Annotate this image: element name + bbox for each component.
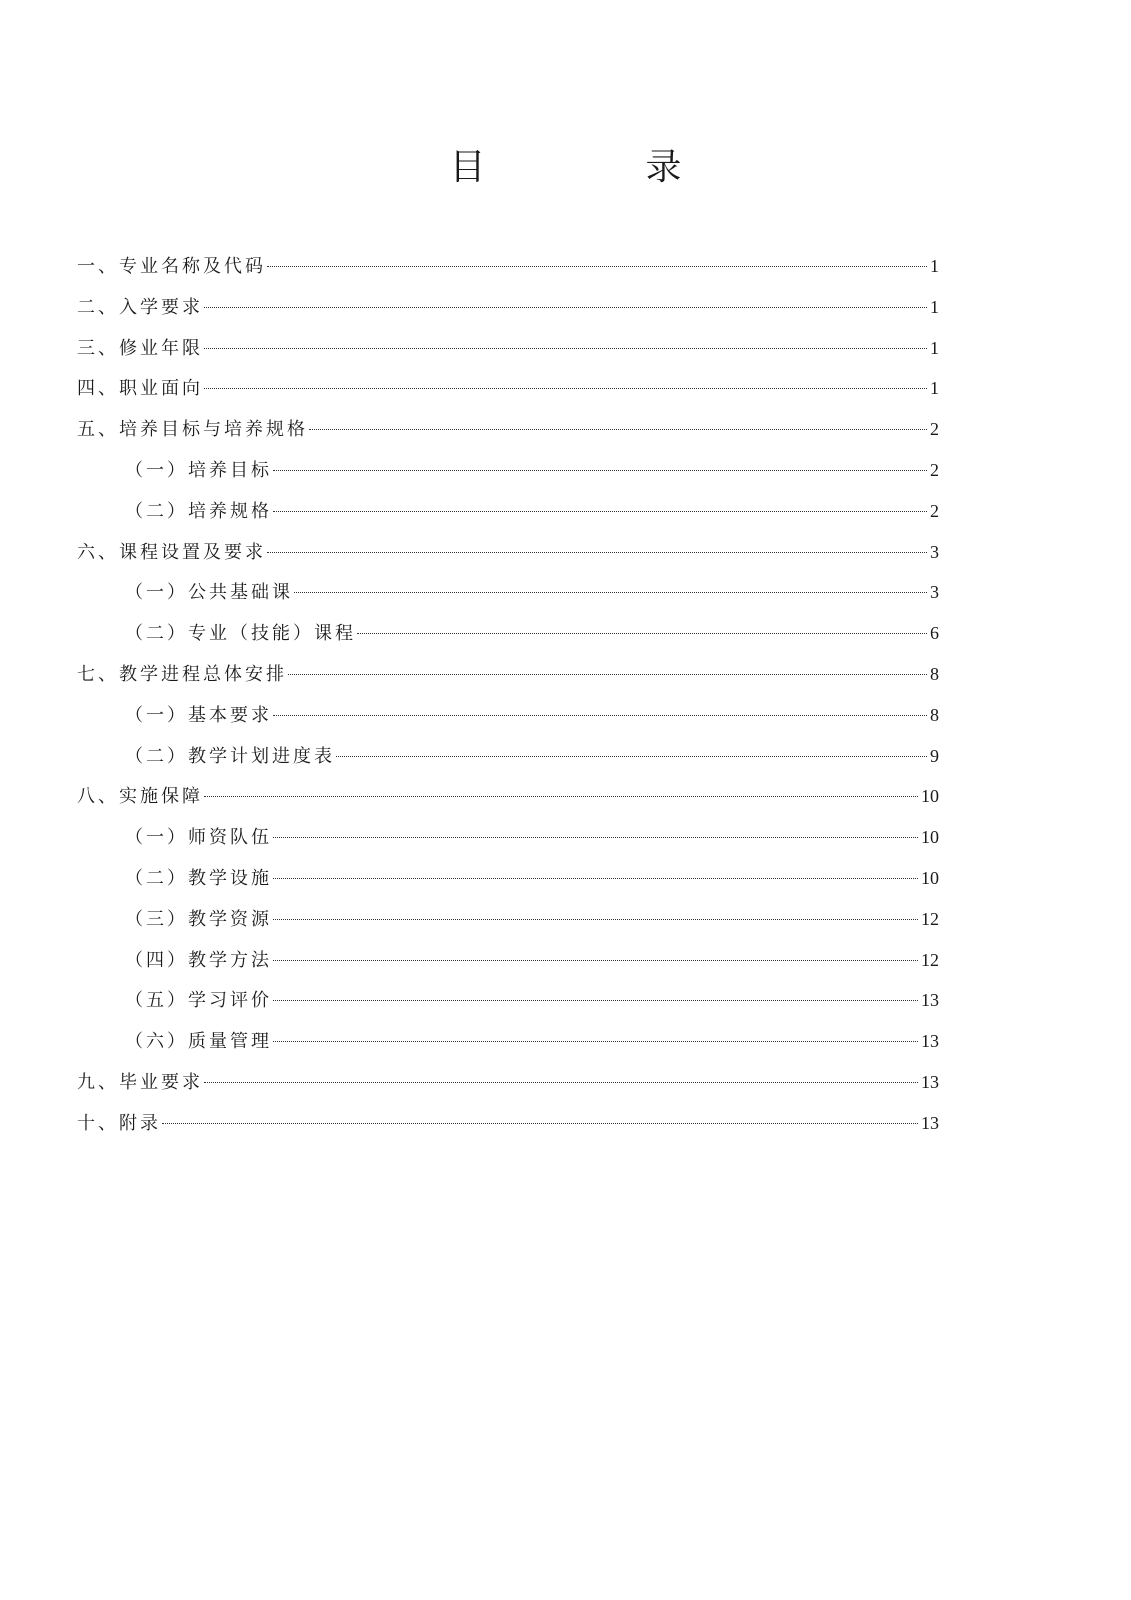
toc-subentry[interactable]: [77, 455, 939, 496]
dot-leader: [273, 470, 927, 471]
toc-entry-page: 8: [930, 663, 939, 684]
toc-entry-label: （五）学习评价: [125, 990, 272, 1012]
toc-entry-label: （二）教学计划进度表: [125, 745, 335, 767]
toc-entry[interactable]: [77, 292, 939, 333]
toc-entry-label: 四、职业面向: [77, 378, 203, 400]
toc-entry[interactable]: [77, 414, 939, 455]
toc-entry-page: 13: [921, 1071, 939, 1092]
toc-entry-page: 1: [930, 256, 939, 276]
dot-leader: [309, 429, 927, 430]
toc-entry-page: 10: [921, 786, 939, 807]
toc-entry-label: （一）师资队伍: [125, 827, 272, 849]
dot-leader: [273, 1041, 918, 1042]
toc-entry-page: 9: [930, 745, 939, 766]
toc-entry[interactable]: [77, 373, 939, 414]
toc-subentry[interactable]: [77, 1026, 939, 1067]
dot-leader: [204, 307, 927, 308]
toc-entry-page: 3: [930, 582, 939, 603]
toc-entry-label: （一）公共基础课: [125, 582, 293, 604]
dot-leader: [267, 552, 927, 553]
toc-subentry[interactable]: [77, 945, 939, 986]
dot-leader: [204, 388, 927, 389]
dot-leader: [357, 633, 927, 634]
toc-entry-page: 1: [930, 337, 939, 358]
toc-entry-label: 二、入学要求: [77, 296, 203, 318]
dot-leader: [204, 1082, 918, 1083]
toc-entry-page: 1: [930, 378, 939, 399]
toc-entry-label: （三）教学资源: [125, 908, 272, 930]
toc-entry-label: 一、专业名称及代码: [77, 256, 266, 277]
toc-entry-page: 10: [921, 827, 939, 848]
dot-leader: [267, 266, 927, 267]
toc-entry-page: 2: [930, 500, 939, 521]
toc-entry-label: （一）基本要求: [125, 704, 272, 726]
toc-entry-label: 六、课程设置及要求: [77, 541, 266, 563]
dot-leader: [204, 796, 918, 797]
toc-entry[interactable]: [77, 659, 939, 700]
toc-entry-page: 12: [921, 949, 939, 970]
toc-subentry[interactable]: [77, 822, 939, 863]
toc-entry-label: （二）专业（技能）课程: [125, 623, 356, 645]
dot-leader: [204, 348, 927, 349]
toc-entry[interactable]: [77, 1067, 939, 1108]
dot-leader: [288, 674, 927, 675]
toc-entry[interactable]: [77, 537, 939, 578]
toc-subentry[interactable]: [77, 904, 939, 945]
toc-subentry[interactable]: [77, 985, 939, 1026]
dot-leader: [273, 1000, 918, 1001]
toc-entry-page: 12: [921, 908, 939, 929]
toc-entry-page: 13: [921, 1031, 939, 1052]
toc-subentry[interactable]: [77, 496, 939, 537]
toc-entry[interactable]: [77, 1108, 939, 1149]
dot-leader: [273, 837, 918, 838]
dot-leader: [273, 919, 918, 920]
table-of-contents: [77, 251, 939, 1149]
toc-subentry[interactable]: [77, 618, 939, 659]
dot-leader: [336, 756, 927, 757]
dot-leader: [273, 715, 927, 716]
toc-entry-label: （六）质量管理: [125, 1031, 272, 1053]
dot-leader: [273, 511, 927, 512]
toc-entry-page: 8: [930, 704, 939, 725]
toc-entry-label: （一）培养目标: [125, 459, 272, 481]
dot-leader: [273, 960, 918, 961]
toc-entry-label: 九、毕业要求: [77, 1071, 203, 1093]
toc-entry-label: （二）教学设施: [125, 867, 272, 889]
toc-subentry[interactable]: [77, 577, 939, 618]
toc-entry-label: （二）培养规格: [125, 500, 272, 522]
toc-entry-page: 10: [921, 867, 939, 888]
toc-entry-label: 七、教学进程总体安排: [77, 663, 287, 685]
toc-entry-label: （四）教学方法: [125, 949, 272, 971]
toc-subentry[interactable]: [77, 863, 939, 904]
toc-entry-page: 6: [930, 623, 939, 644]
toc-entry-page: 2: [930, 459, 939, 480]
toc-entry-page: 13: [921, 990, 939, 1011]
toc-entry-page: 3: [930, 541, 939, 562]
page-title: 目 录: [449, 147, 744, 188]
toc-entry[interactable]: [77, 333, 939, 374]
toc-entry-label: 三、修业年限: [77, 337, 203, 359]
toc-entry-label: 十、附录: [77, 1112, 161, 1134]
toc-entry-label: 八、实施保障: [77, 786, 203, 808]
toc-subentry[interactable]: [77, 700, 939, 741]
toc-entry-page: 13: [921, 1112, 939, 1133]
dot-leader: [162, 1123, 918, 1124]
dot-leader: [273, 878, 918, 879]
toc-subentry[interactable]: [77, 741, 939, 782]
toc-entry-page: 1: [930, 296, 939, 317]
toc-entry[interactable]: [77, 251, 939, 292]
toc-entry-page: 2: [930, 419, 939, 440]
toc-entry[interactable]: [77, 781, 939, 822]
toc-entry-label: 五、培养目标与培养规格: [77, 419, 308, 441]
dot-leader: [294, 592, 927, 593]
